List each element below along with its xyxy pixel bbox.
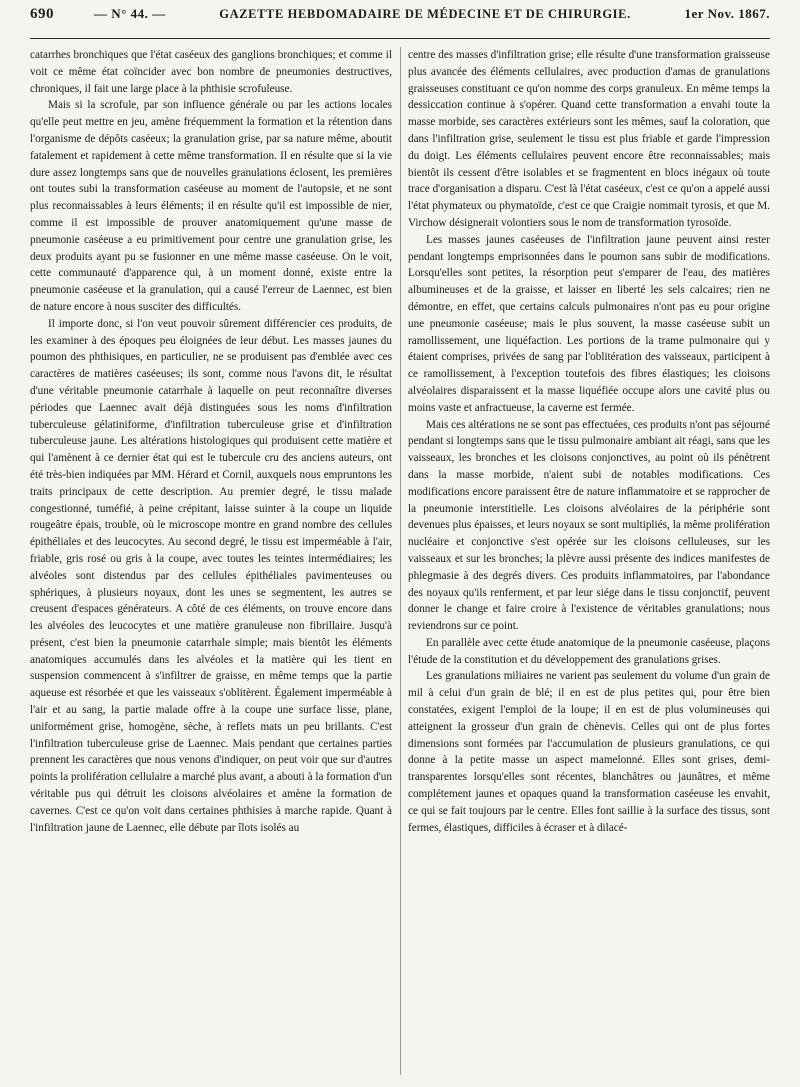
page-header — [30, 6, 770, 39]
journal-title: GAZETTE HEBDOMADAIRE DE MÉDECINE ET DE CHIRURGIE. — [219, 7, 631, 21]
paragraph: centre des masses d'infiltration grise; elle résulte d'une transformation graisseuse plus avancée des éléments cellulaires, avec production d'amas de granulations graisseuses constituant ce qu'on nomme des corps granuleux. En même temps la dessiccation continue à s'opérer. Quand cette transformation a envahi toute la masse morbide, ses caractères extérieurs sont les mêmes, sauf la coloration, que dans l'infiltration grise, seulement le tissu est plus friable et garde l'impression du doigt. Les éléments cellulaires peuvent encore être reconnaissables; mais bientôt ils cessent d'être isolables et se fragmentent en blocs inégaux où toute trace d'organisation a disparu. C'est là l'état caséeux, c'est ce qu'on a appelé aussi l'état phymateux ou phymatoïde, c'est ce que Craigie nommait tyrosis, et que M. Virchow désignerait volontiers sous le nom de transformation tyrosoïde. — [408, 49, 770, 229]
left-column — [30, 47, 392, 1075]
paragraph: catarrhes bronchiques que l'état caséeux des ganglions bronchiques; et comme il voit ce même état coïncider avec bon nombre de pneumonies destructives, chroniques, il fait une large place à la phthisie scrofuleuse. — [30, 49, 392, 95]
paragraph: Mais si la scrofule, par son influence générale ou par les actions locales qu'elle peut mettre en jeu, amène fréquemment la formation et la rétention dans l'organisme de dépôts caséeux; la granulation grise, par sa nature même, aboutit fatalement et rapidement à cette même transformation. Il en résulte que si la vie dure assez longtemps sans que de nouvelles granulations éclosent, les premières ont toutes subi la transformation caséeuse au moment de l'autopsie, et ne sont plus reconnaissables à leurs éléments; il en résulte qu'il est impossible de nier, comme il est impossible de prouver anatomiquement qu'une masse de pneumonie caséeuse a eu primitivement pour centre une granulation grise, les deux produits ayant pu se fusionner en une même masse caséeuse. On le voit, cette communauté d'apparence qui, à un moment donné, existe entre la pneumonie caséeuse et la granulation, qui a causé l'erreur de Laennec, est bien de nature encore à nous susciter des difficultés. — [30, 99, 392, 313]
paragraph: Les masses jaunes caséeuses de l'infiltration jaune peuvent ainsi rester pendant longtemps emprisonnées dans le poumon sans subir de modifications. Lorsqu'elles sont petites, la résorption peut s'emparer de l'eau, des matières albumineuses et de la graisse, et laisser en liberté les sels calcaires; rien ne démontre, en effet, que certains calculs pulmonaires n'ont pas eu pour origine une pneumonie caséeuse; mais le plus souvent, la masse caséeuse subit un ramollissement, une liquéfaction. Les portions de la trame pulmonaire qui y étaient comprises, privées de sang par l'oblitération des vaisseaux, participent à ce ramollissement, à l'exception toutefois des fibres élastiques; les cloisons alvéolaires disparaissent et la masse liquéfiée occupe alors une cavité plus ou moins vaste et anfractueuse, la caverne est fermée. — [408, 233, 770, 414]
page-number: 690 — [30, 6, 54, 22]
paragraph: Mais ces altérations ne se sont pas effectuées, ces produits n'ont pas séjourné pendant si longtemps sans que le tissu pulmonaire ambiant ait réagi, sans que les vaisseaux, les bronches et les cloisons conjonctives, au point où ils pénètrent dans la masse morbide, n'aient subi de notables modifications. Ces modifications encore paraissent être de nature inflammatoire et se rapprocher de la pneumonie interstitielle. Les cloisons alvéolaires de la périphérie sont devenues plus épaisses, et leurs noyaux se sont multipliés, la même prolifération nucléaire et conjonctive s'est opérée sur les cloisons celluleuses, sur les vaisseaux et sur les bronches; la plèvre aussi présente des indices manifestes de phlegmasie à des degrés divers. Ces produits inflammatoires, par l'abondance des noyaux qu'ils renferment, et par leur siége dans le tissu conjonctif, peuvent donner le change et faire croire à l'existence de véritables granulations; nous reviendrons sur ce point. — [408, 418, 770, 633]
paragraph: Il importe donc, si l'on veut pouvoir sûrement différencier ces produits, de les examiner à des époques peu éloignées de leur début. Les masses jaunes du poumon des phthisiques, en particulier, ne se produisent pas d'emblée avec ces caractères de matières caséeuses; ils sont, comme nous l'avons dit, le résultat d'une véritable pneumonie catarrhale à laquelle on peut reconnaître diverses périodes que Laennec avait déjà distinguées sous les noms d'infiltration tuberculeuse gélatiniforme, d'infiltration tuberculeuse grise et d'infiltration tuberculeuse jaune. Les altérations histologiques qui produisent cette matière et qui l'amènent à ce dernier état qui est le tubercule cru des anciens auteurs, ont été très-bien indiquées par MM. Hérard et Cornil, auxquels nous empruntons les traits principaux de cette description. Au premier degré, le tissu malade congestionné, tuméfié, à peine crépitant, laisse suinter à la coupe un liquide rougeâtre épais, trouble, où le microscope montre en grand nombre des cellules épithéliales et des leucocytes. Au second degré, le tissu est imperméable à l'air, friable, gris rosé ou gris à la coupe, avec toutes les teintes intermédiaires; les alvéoles sont distendus par des cellules épithéliales pavimenteuses ou sphériques, à plusieurs noyaux, dont les unes se segmentent, les autres se creusent d'espaces générateurs. A côté de ces éléments, on trouve encore dans les alvéoles des leucocytes et une matière granuleuse non fibrillaire. Jusqu'à présent, c'est bien la pneumonie catarrhale simple; mais bientôt les éléments anatomiques accumulés dans les alvéoles et la matière qui les tient en suspension commencent à s'infiltrer de graisse, en même temps que la partie aqueuse est résorbée et que les vaisseaux s'oblitèrent. Également imperméable à l'air et au sang, la partie malade offre à la coupe une surface lisse, plane, uniformément grise, homogène, sèche, à reflets mats un peu brillants. C'est l'infiltration tuberculeuse grise de Laennec. Mais pendant que certaines parties prennent les caractères que nous venons d'indiquer, on peut voir que sur d'autres points la prolifération cellulaire a marché plus avant, a abouti à la formation d'un véritable pus qui détruit les cloisons alvéolaires et amène la formation de cavernes. C'est ce qu'on voit dans certaines phthisies à marche rapide. Quant à l'infiltration jaune de Laennec, elle débute par îlots isolés au — [30, 317, 392, 834]
article-body — [30, 47, 770, 1075]
column-divider — [400, 47, 401, 1075]
issue-date: 1er Nov. 1867. — [684, 6, 770, 21]
right-column — [408, 47, 770, 1075]
paragraph: Les granulations miliaires ne varient pas seulement du volume d'un grain de mil à celui d'un grain de blé; il en est de plus petites qui, pour être bien constatées, exigent l'emploi de la loupe; il en est de plus volumineuses qui atteignent la grosseur d'un grain de chènevis. Celles qui ont de plus fortes dimensions sont formées par l'accumulation de plusieurs granulations, ce qui donne à la petite masse un aspect mamelonné. Elles sont grises, demi-transparentes lorsqu'elles sont récentes, blanchâtres ou jaunâtres, et même complétement jaunes et opaques quand la transformation caséeuse les envahit, ce qui se fait toujours par le centre. Elles font saillie à la surface des tissus, sont fermes, élastiques, difficiles à écraser et à dilacé- — [408, 670, 770, 834]
issue-number: — N° 44. — — [94, 6, 166, 21]
paragraph: En parallèle avec cette étude anatomique de la pneumonie caséeuse, plaçons l'étude de la constitution et du développement des granulations grises. — [408, 636, 770, 666]
